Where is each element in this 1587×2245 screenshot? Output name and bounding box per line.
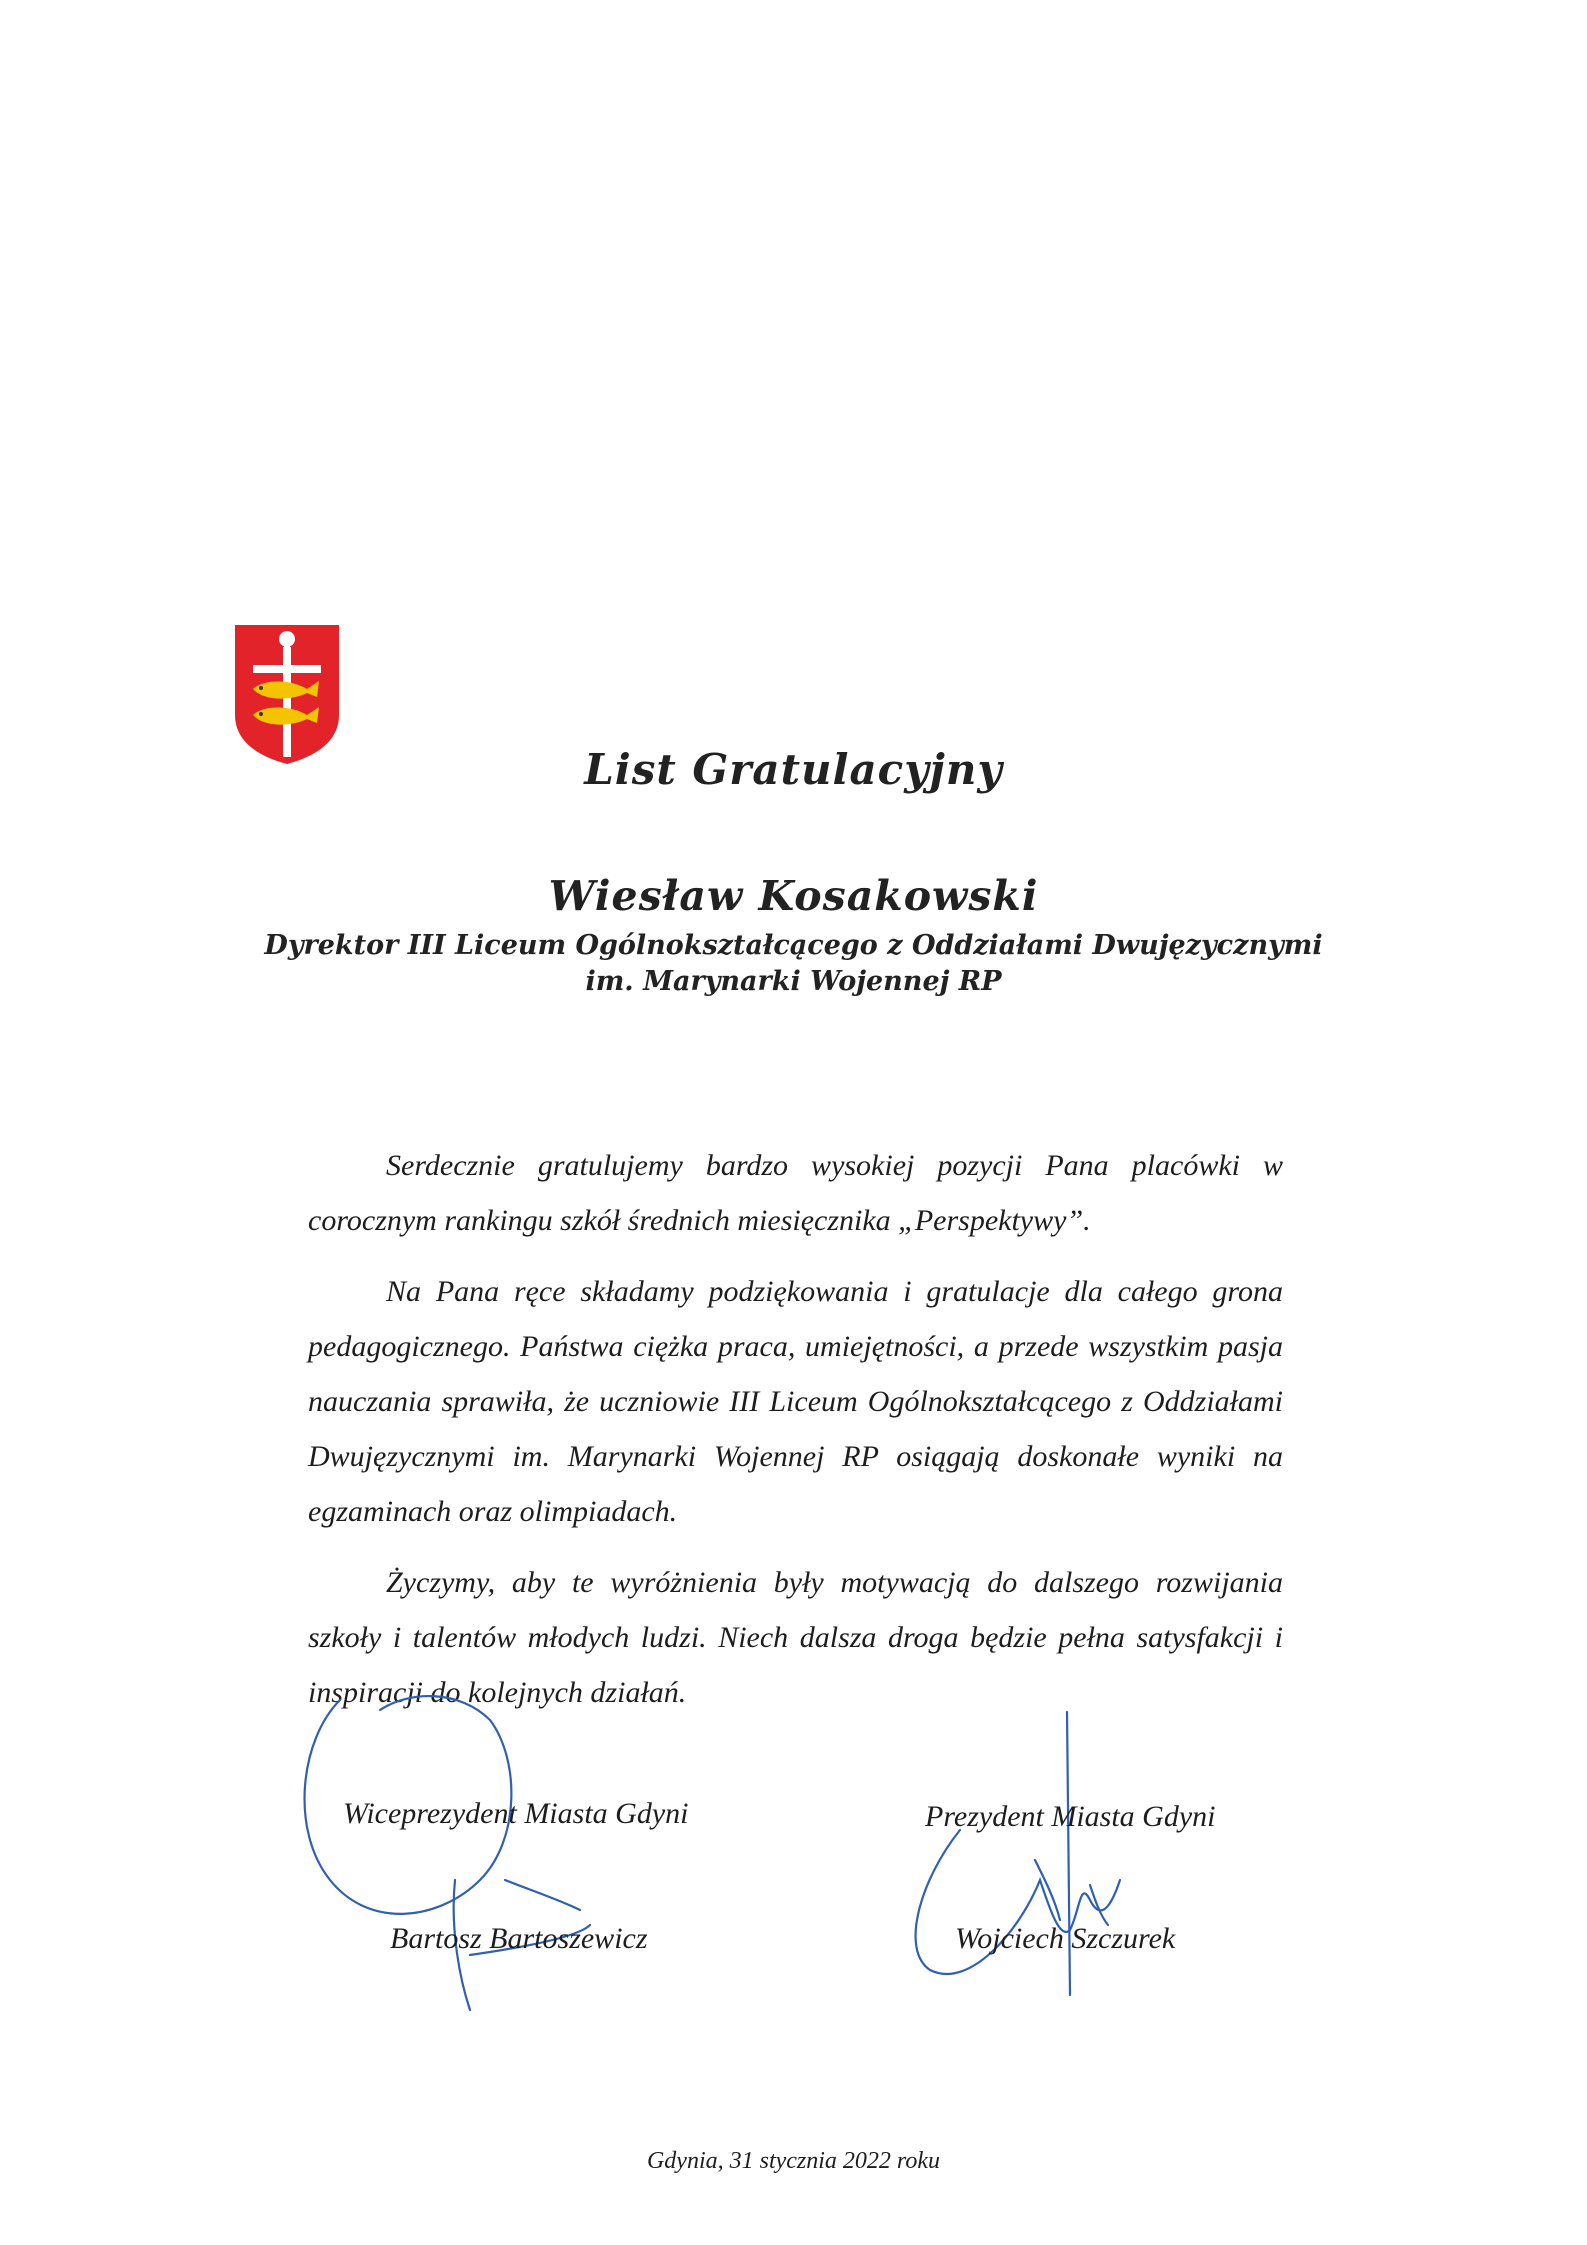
paragraph-1: Serdecznie gratulujemy bardzo wysokiej pozycji Pana placówki w corocznym rankingu szkół średnich miesięcznika „Perspektywy”. [308, 1149, 1283, 1237]
right-signatory-title: Prezydent Miasta Gdyni [925, 1800, 1216, 1833]
date-line: Gdynia, 31 stycznia 2022 roku [646, 2148, 941, 2174]
recipient-role-line2: im. Marynarki Wojennej RP [585, 966, 1002, 997]
letter-body [308, 1138, 1283, 1736]
recipient-role [0, 928, 1587, 1000]
left-signature-icon [305, 1696, 590, 2010]
recipient-name: Wiesław Kosakowski [548, 872, 1039, 920]
paragraph-2: Na Pana ręce składamy podziękowania i gratulacje dla całego grona pedagogicznego. Państwa ciężka praca, umiejętności, a przede wszystkim pasja nauczania sprawiła, że uczniowie III Liceum Ogólnokształcącego z Oddziałami Dwujęzycznymi im. Marynarki Wojennej RP osiągają doskonałe wyniki na egzaminach oraz olimpiadach. [308, 1275, 1283, 1528]
paragraph-3: Życzymy, aby te wyróżnienia były motywacją do dalszego rozwijania szkoły i talentów młodych ludzi. Niech dalsza droga będzie pełna satysfakcji i inspiracji do kolejnych działań. [308, 1566, 1283, 1709]
letter-title: List Gratulacyjny [584, 745, 1003, 794]
recipient-role-line1: Dyrektor III Liceum Ogólnokształcącego z Oddziałami Dwujęzycznymi [264, 930, 1323, 961]
left-signatory-title: Wiceprezydent Miasta Gdyni [343, 1797, 689, 1830]
right-signatory-name: Wojciech Szczurek [955, 1922, 1176, 1955]
left-signatory-name: Bartosz Bartoszewicz [390, 1922, 648, 1955]
